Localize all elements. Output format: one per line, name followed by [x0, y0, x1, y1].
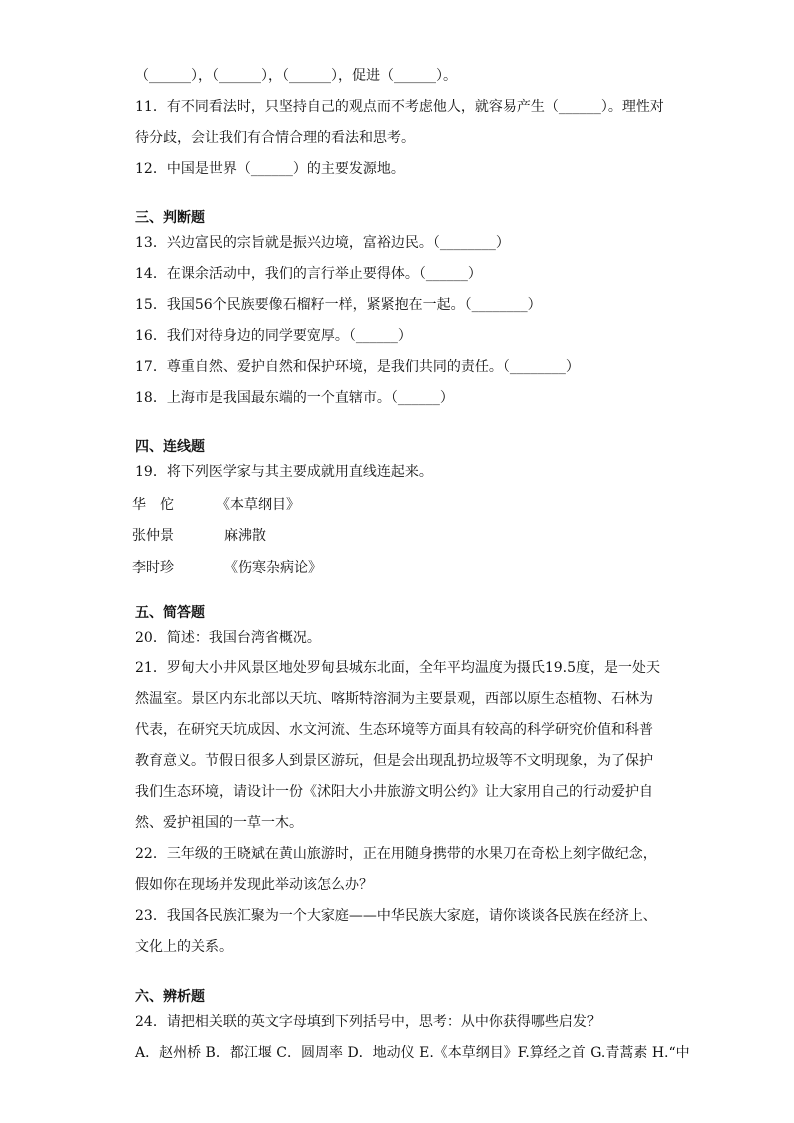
match-name-2: 张仲景: [132, 528, 174, 544]
q18: 18．上海市是我国最东端的一个直辖市。（______）: [135, 390, 454, 406]
section-3-heading: 三、判断题: [135, 210, 205, 226]
match-name-3: 李时珍: [132, 560, 174, 576]
q16: 16．我们对待身边的同学要宽厚。（______）: [135, 328, 412, 344]
q13: 13．兴边富民的宗旨就是振兴边境，富裕边民。（________）: [135, 235, 510, 251]
q21: 21．罗甸大小井风景区地处罗甸县城东北面，全年平均温度为摄氏19.5度，是一处天然温室。景区内东北部以天坑、喀斯特溶洞为主要景观，西部以原生态植物、石林为代表，在研究天坑成因、水文河流、生态环境等方面具有较高的科学研究价值和科普教育意义。节假日很多人到景区游玩，但是会出现乱扔垃圾等不文明现象，为了保护我们生态环境，请设计一份《沭阳大小井旅游文明公约》让大家用自己的行动爱护自然、爱护祖国的一草一木。: [135, 660, 660, 831]
q24: 24．请把相关联的英文字母填到下列括号中，思考：从中你获得哪些启发？: [135, 1014, 601, 1030]
q12: 12．中国是世界（______）的主要发源地。: [135, 161, 405, 177]
q14: 14．在课余活动中，我们的言行举止要得体。（______）: [135, 266, 482, 282]
match-name-1: 华 佗: [132, 497, 174, 513]
q19: 19．将下列医学家与其主要成就用直线连起来。: [135, 464, 433, 480]
q22: 22．三年级的王晓斌在黄山旅游时，正在用随身携带的水果刀在奇松上刻字做纪念，假如你在现场并发现此举动该怎么办？: [135, 846, 657, 893]
q11-line-1: 11．有不同看法时，只坚持自己的观点而不考虑他人，就容易产生（______）。理性对: [135, 99, 664, 115]
match-work-1: 《本草纲目》: [216, 497, 300, 513]
q17: 17．尊重自然、爱护自然和保护环境，是我们共同的责任。（________）: [135, 359, 580, 375]
section-4-heading: 四、连线题: [135, 439, 205, 455]
section-6-heading: 六、辨析题: [135, 989, 205, 1005]
match-work-2: 麻沸散: [224, 528, 266, 544]
q20: 20．简述：我国台湾省概况。: [135, 630, 321, 646]
q24-options: A．赵州桥 B．都江堰 C．圆周率 D．地动仪 E.《本草纲目》F.算经之首 G.青蒿素 H.“中: [135, 1045, 690, 1061]
q11-line-2: 待分歧，会让我们有合情合理的看法和思考。: [135, 130, 415, 146]
q10-tail: （______），（______），（______），促进（______）。: [135, 68, 457, 84]
section-5-heading: 五、简答题: [135, 605, 205, 621]
match-work-3: 《伤寒杂病论》: [224, 560, 322, 576]
q15: 15．我国56个民族要像石榴籽一样，紧紧抱在一起。（________）: [135, 297, 542, 313]
q23: 23．我国各民族汇聚为一个大家庭——中华民族大家庭，请你谈谈各民族在经济上、文化上的关系。: [135, 908, 657, 955]
